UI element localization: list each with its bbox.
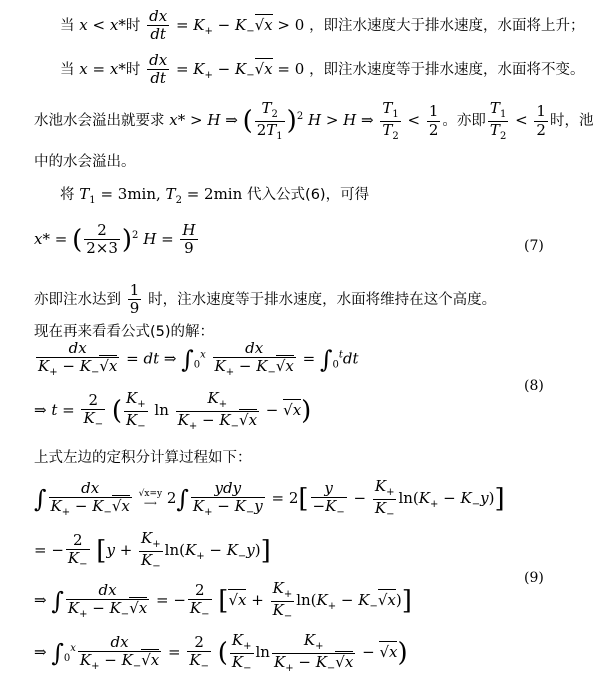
ln-label: ln	[154, 401, 169, 419]
eq-number-8: (8)	[524, 378, 544, 394]
line-3: 水池水会溢出就要求 x* > H ⇒ ( $\frac{T_2}{2T_1}$ )$^2$ H > H ⇒ $\frac{T_1}{T_2}$ < $\frac{1}{2}$ 。亦即 $\frac{T_1}{T_2}$ < $\frac{1}{2}$ 时，池	[34, 99, 593, 142]
text-rise: ，即注水速度大于排水速度，水面将上升；	[309, 17, 585, 34]
equation-9b: = − $\frac{2}{K_-}$ [y + $\frac{K_+}{K_-}$ $\ln(K_+ - K_-y)$]	[34, 529, 271, 572]
text-when: 当	[60, 17, 75, 34]
line-8: 现在再来看看公式(5)的解：	[34, 324, 215, 340]
equation-9a: ∫ $\frac{dx}{K_+ - K_-√x}$ √x=y ⟶ 2∫ $\frac{\text{ydy}}{K_+ - K_-y}$ = 2[ $\frac{y}{-K_-}$ − $\frac{K_+}{K_-}$ $\ln(K_+ - K_-y)$]	[34, 477, 505, 520]
equation-9d: ⇒ $\int_0^x$ $\frac{dx}{K_+ - K_-√x}$ = $\frac{2}{K_-}$ ( $\frac{K_+}{K_-}$ ln $\frac{K_+}{K_+ - K_-√x}$ − √x)	[34, 631, 408, 674]
line-10: 上式左边的定积分计算过程如下：	[34, 450, 252, 466]
text-pool: 时，池	[549, 113, 593, 129]
text-yiji: 。亦即	[442, 113, 486, 129]
text-maintain: 时，注水速度等于排水速度，水面将维持在这个高度。	[148, 291, 497, 308]
equation-8a: $\frac{dx}{K_+ - K_-√x}$ = dt ⇒ $\int_0^x$ $\frac{dx}{K_+ - K_-√x}$ = $\int_0^tdt$	[38, 339, 359, 379]
text-jiang: 将	[60, 187, 75, 203]
equation-8b: ⇒ t = $\frac{2}{K_-}$ ( $\frac{K_+}{K_-}$ ln $\frac{K_+}{K_+ - K_-√x}$ − √x)	[34, 389, 312, 432]
line-1: 当 x < x*时 $\frac{dx}{dt}$ = $K_+ - K_-√x > 0$ ，即注水速度大于排水速度，水面将上升；	[60, 7, 585, 44]
text-shi2: 时	[125, 61, 141, 78]
line-7: 亦即注水达到 $\frac{1}{9}$ 时，注水速度等于排水速度，水面将维持在这个高度。	[34, 281, 497, 318]
equation-7: x* = ( $\frac{2}{2\times 3}$ )$^2$ H = $\frac{H}{9}$	[34, 221, 196, 258]
frac-dxdt-2: $\frac{dx}{dt}$	[149, 51, 168, 88]
line-2: 当 x = x*时 $\frac{dx}{dt}$ = $K_+ - K_-√x = 0$ ，即注水速度等于排水速度，水面将不变。	[60, 51, 585, 88]
text-overflow-req: 水池水会溢出就要求	[34, 113, 165, 129]
eq-number-7: (7)	[524, 238, 544, 254]
eq-number-9: (9)	[524, 570, 544, 586]
text-shi: 时	[125, 17, 141, 34]
line-4: 中的水会溢出。	[34, 154, 136, 170]
text-reach: 亦即注水达到	[34, 291, 121, 308]
substitution-label: √x=y	[138, 489, 163, 499]
frac-dxdt: $\frac{dx}{dt}$	[149, 7, 168, 44]
line-5: 将 $T_1 = 3\min$, $T_2 = 2\min$ 代入公式(6)，可得	[60, 185, 370, 206]
text-substitute: 代入公式(6)，可得	[247, 187, 370, 203]
equation-9c: ⇒ ∫ $\frac{dx}{K_+ - K_-√x}$ = − $\frac{2}{K_-}$ [√x + $\frac{K_+}{K_-}$ $\ln(K_+ - K_-√x)$]	[34, 579, 412, 622]
text-constant: ，即注水速度等于排水速度，水面将不变。	[309, 61, 585, 78]
text-when2: 当	[60, 61, 75, 78]
